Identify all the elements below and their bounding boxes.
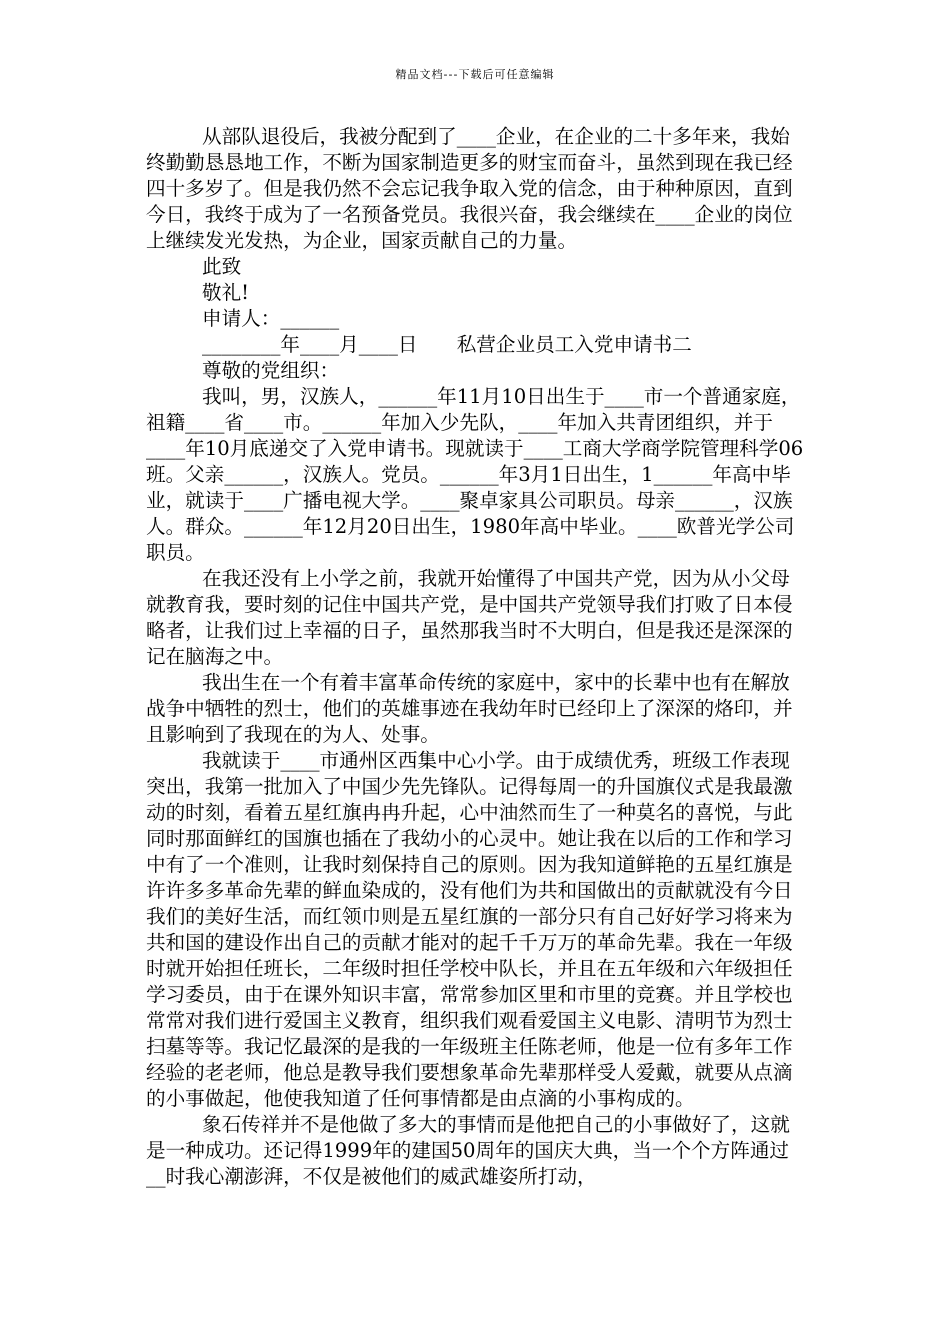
paragraph-shichuanxiang: 象石传祥并不是他做了多大的事情而是他把自己的小事做好了，这就是一种成功。还记得1999年的建国50周年的国庆大典，当一个个方阵通过__时我心潮澎湃，不仅是被他们的威武雄姿所打动， bbox=[146, 1113, 790, 1188]
salutation: 尊敬的党组织： bbox=[202, 359, 340, 382]
applicant-line: 申请人：______ bbox=[202, 307, 340, 330]
paragraph-primary-school: 我就读于____市通州区西集中心小学。由于成绩优秀，班级工作表现突出，我第一批加入了中国少先先锋队。记得每周一的升国旗仪式是我最激动的时刻，看着五星红旗冉冉升起，心中油然而生了一种莫名的喜悦，与此同时那面鲜红的国旗也插在了我幼小的心灵中。她让我在以后的工作和学习中有了一个准则，让我时刻保持自己的原则。因为我知道鲜艳的五星红旗是许许多多革命先辈的鲜血染成的，没有他们为共和国做出的贡献就没有今日我们的美好生活，而红领巾则是五星红旗的一部分只有自己好好学习将来为共和国的建设作出自己的贡献才能对的起千千万万的革命先辈。我在一年级时就开始担任班长，二年级时担任学校中队长，并且在五年级和六年级担任学习委员，由于在课外知识丰富，常常参加区里和市里的竞赛。并且学校也常常对我们进行爱国主义教育，组织我们观看爱国主义电影、清明节为烈士扫墓等等。我记忆最深的是我的一年级班主任陈老师，他是一位有多年工作经验的老老师，他总是教导我们要想象革命先辈那样受人爱戴，就要从点滴的小事做起，他使我知道了任何事情都是由点滴的小事构成的。 bbox=[146, 749, 793, 1110]
page-header: 精品文档---下载后可任意编辑 bbox=[395, 68, 555, 81]
closing-cizhi: 此致 bbox=[202, 255, 242, 278]
date-and-next-title: ________年____月____日 私营企业员工入党申请书二 bbox=[202, 333, 692, 356]
paragraph-personal-info: 我叫，男，汉族人，______年11月10日出生于____市一个普通家庭，祖籍____省____市。______年加入少先队，____年加入共青团组织，并于____年10月底递交了入党申请书。现就读于____工商大学商学院管理科学06班。父亲______，汉族人。党员。______年3月1日出生，1______年高中毕业，就读于____广播电视大学。____聚卓家具公司职员。母亲______，汉族人。群众。______年12月20日出生，1980年高中毕业。____欧普光学公司职员。 bbox=[146, 385, 804, 564]
paragraph-childhood: 在我还没有上小学之前，我就开始懂得了中国共产党，因为从小父母就教育我，要时刻的记住中国共产党，是中国共产党领导我们打败了日本侵略者，让我们过上幸福的日子，虽然那我当时不大明白，但是我还是深深的记在脑海之中。 bbox=[146, 567, 793, 668]
document-body bbox=[146, 124, 806, 1190]
paragraph-family: 我出生在一个有着丰富革命传统的家庭中，家中的长辈中也有在解放战争中牺牲的烈士，他们的英雄事迹在我幼年时已经印上了深深的烙印，并且影响到了我现在的为人、处事。 bbox=[146, 671, 793, 746]
paragraph-resignation-service: 从部队退役后，我被分配到了____企业，在企业的二十多年来，我始终勤勤恳恳地工作，不断为国家制造更多的财宝而奋斗，虽然到现在我已经四十多岁了。但是我仍然不会忘记我争取入党的信念，由于种种原因，直到今日，我终于成为了一名预备党员。我很兴奋，我会继续在____企业的岗位上继续发光发热，为企业，国家贡献自己的力量。 bbox=[146, 125, 793, 252]
closing-jingli: 敬礼! bbox=[202, 281, 250, 304]
